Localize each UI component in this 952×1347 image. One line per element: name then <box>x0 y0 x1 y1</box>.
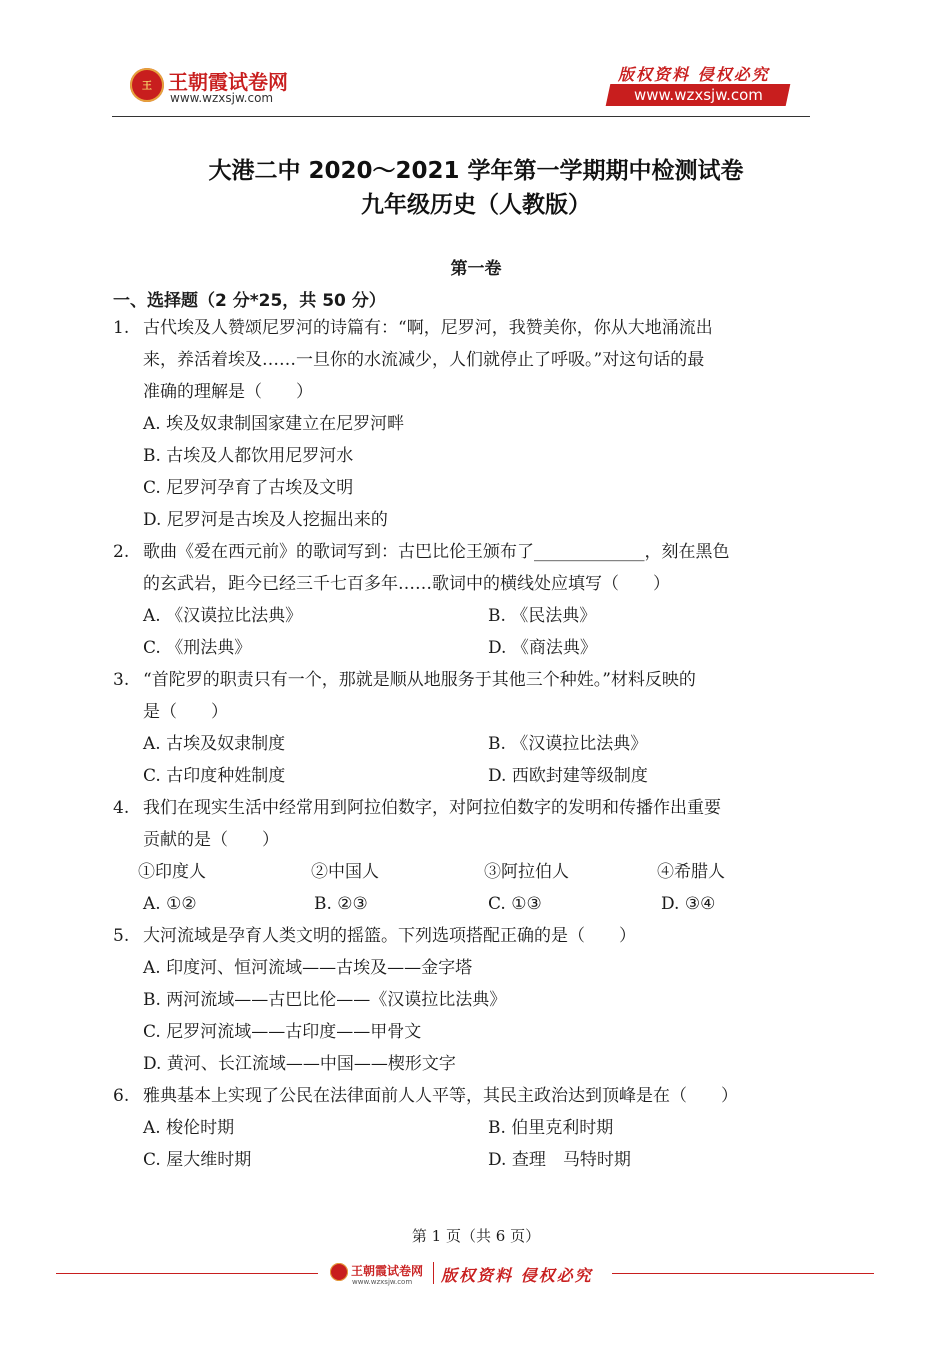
question-number: 6. <box>113 1086 130 1106</box>
exam-subtitle: 九年级历史（人教版） <box>361 192 591 218</box>
question-number: 4. <box>113 798 130 818</box>
footer-divider-left <box>56 1273 318 1274</box>
option-c: C. 《刑法典》 <box>143 638 252 658</box>
choice-item: ①印度人 <box>138 862 206 882</box>
option-d: D. 《商法典》 <box>488 638 597 658</box>
volume-heading: 第一卷 <box>450 259 502 279</box>
question-number: 1. <box>113 318 130 338</box>
question-text: 来，养活着埃及……一旦你的水流减少，人们就停止了呼吸。”对这句话的最 <box>143 350 705 370</box>
option-c: C. 屋大维时期 <box>143 1150 252 1170</box>
option-a: A. ①② <box>143 894 197 914</box>
header-divider <box>112 116 810 117</box>
question-text: 的玄武岩，距今已经三千七百多年……歌词中的横线处应填写（ ） <box>143 574 670 594</box>
option-b: B. 两河流域——古巴比伦——《汉谟拉比法典》 <box>143 990 507 1010</box>
copyright-notice: 版权资料 侵权必究 <box>618 65 770 84</box>
exam-title: 大港二中 2020～2021 学年第一学期期中检测试卷 <box>208 158 744 184</box>
footer-separator <box>433 1262 434 1284</box>
option-c: C. 尼罗河流域——古印度——甲骨文 <box>143 1022 422 1042</box>
brand-name: 王朝霞试卷网 <box>168 70 288 94</box>
option-b: B. 《民法典》 <box>488 606 597 626</box>
question-text: “首陀罗的职责只有一个，那就是顺从地服务于其他三个种姓。”材料反映的 <box>143 670 696 690</box>
option-c: C. 古印度种姓制度 <box>143 766 286 786</box>
footer-copyright-notice: 版权资料 侵权必究 <box>441 1266 593 1285</box>
brand-url[interactable]: www.wzxsjw.com <box>170 91 274 105</box>
footer-brand-url[interactable]: www.wzxsjw.com <box>352 1278 413 1286</box>
section-heading: 一、选择题（2 分*25，共 50 分） <box>113 291 386 311</box>
url-banner[interactable]: www.wzxsjw.com <box>606 84 791 106</box>
option-d: D. 尼罗河是古埃及人挖掘出来的 <box>143 510 388 530</box>
page-number: 第 1 页（共 6 页） <box>411 1227 541 1245</box>
question-number: 5. <box>113 926 130 946</box>
option-c: C. ①③ <box>488 894 542 914</box>
question-number: 2. <box>113 542 130 562</box>
question-text: 是（ ） <box>143 702 228 722</box>
option-a: A. 古埃及奴隶制度 <box>143 734 286 754</box>
option-a: A. 印度河、恒河流域——古埃及——金字塔 <box>143 958 473 978</box>
option-b: B. 伯里克利时期 <box>488 1118 614 1138</box>
footer-brand-name: 王朝霞试卷网 <box>351 1264 424 1278</box>
option-a: A. 埃及奴隶制国家建立在尼罗河畔 <box>143 414 405 434</box>
choice-item: ④希腊人 <box>657 862 725 882</box>
option-d: D. 西欧封建等级制度 <box>488 766 648 786</box>
option-b: B. 《汉谟拉比法典》 <box>488 734 648 754</box>
option-b: B. ②③ <box>314 894 368 914</box>
option-c: C. 尼罗河孕育了古埃及文明 <box>143 478 354 498</box>
option-a: A. 《汉谟拉比法典》 <box>143 606 303 626</box>
question-number: 3. <box>113 670 130 690</box>
option-a: A. 梭伦时期 <box>143 1118 235 1138</box>
footer-divider-right <box>612 1273 874 1274</box>
choice-item: ②中国人 <box>311 862 379 882</box>
brand-logo-seal: 王 <box>130 68 164 102</box>
question-text: 我们在现实生活中经常用到阿拉伯数字，对阿拉伯数字的发明和传播作出重要 <box>143 798 721 818</box>
choice-item: ③阿拉伯人 <box>484 862 569 882</box>
question-text: 古代埃及人赞颂尼罗河的诗篇有：“啊，尼罗河，我赞美你，你从大地涌流出 <box>143 318 713 338</box>
question-text: 准确的理解是（ ） <box>143 382 313 402</box>
question-text: 歌曲《爱在西元前》的歌词写到：古巴比伦王颁布了_____________，刻在黑色 <box>143 542 730 562</box>
option-d: D. ③④ <box>661 894 716 914</box>
question-text: 雅典基本上实现了公民在法律面前人人平等，其民主政治达到顶峰是在（ ） <box>143 1086 738 1106</box>
option-d: D. 查理 马特时期 <box>488 1150 631 1170</box>
question-text: 大河流域是孕育人类文明的摇篮。下列选项搭配正确的是（ ） <box>143 926 636 946</box>
footer-logo-seal <box>330 1263 348 1281</box>
question-text: 贡献的是（ ） <box>143 830 279 850</box>
option-d: D. 黄河、长江流域——中国——楔形文字 <box>143 1054 456 1074</box>
option-b: B. 古埃及人都饮用尼罗河水 <box>143 446 354 466</box>
